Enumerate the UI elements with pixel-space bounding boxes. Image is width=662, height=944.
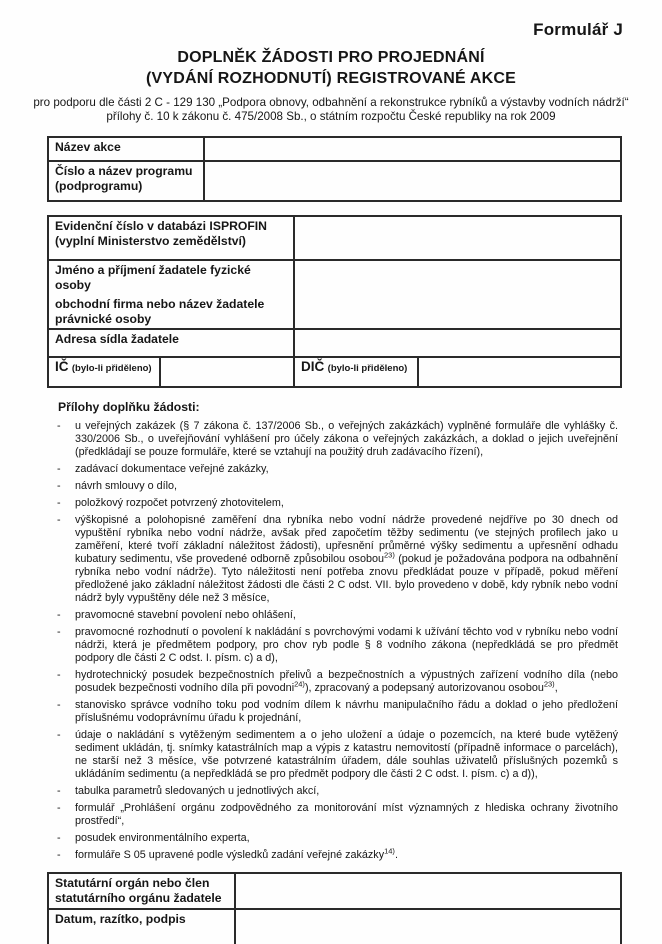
attachment-item-text: položkový rozpočet potvrzený zhotovitelem, bbox=[75, 497, 284, 509]
label-adresa-sidla bbox=[48, 329, 294, 357]
signature-table bbox=[47, 872, 622, 944]
dic-abbr: DIČ bbox=[301, 359, 325, 374]
bullet-dash: - bbox=[57, 832, 61, 844]
attachment-item bbox=[57, 832, 618, 845]
attachment-item bbox=[57, 729, 618, 781]
table-row bbox=[48, 161, 621, 201]
attachment-item bbox=[57, 699, 618, 725]
attachment-item-text: pravomocné stavební povolení nebo ohlášení, bbox=[75, 609, 296, 621]
applicant-table bbox=[47, 215, 622, 388]
attachment-item bbox=[57, 497, 618, 510]
attachment-item bbox=[57, 480, 618, 493]
attachment-item-text: posudek environmentálního experta, bbox=[75, 832, 250, 844]
attachment-item-text: návrh smlouvy o dílo, bbox=[75, 480, 178, 492]
bullet-dash: - bbox=[57, 609, 61, 621]
label-jmeno-zadatele bbox=[48, 260, 294, 329]
label-statutarni-organ: Statutární orgán nebo člen statutárního orgánu žadatele bbox=[48, 873, 235, 909]
attachments-list bbox=[57, 420, 618, 862]
value-statutarni-organ bbox=[235, 873, 621, 909]
bullet-dash: - bbox=[57, 514, 61, 526]
page-title bbox=[0, 47, 662, 89]
attachment-item bbox=[57, 420, 618, 459]
value-evidencni-cislo-isprofin bbox=[294, 216, 621, 260]
page-title-line1: DOPLNĚK ŽÁDOSTI PRO PROJEDNÁNÍ bbox=[177, 49, 485, 66]
page-title-line2: (VYDÁNÍ ROZHODNUTÍ) REGISTROVANÉ AKCE bbox=[145, 70, 517, 87]
table-row bbox=[48, 873, 621, 909]
value-adresa-sidla bbox=[294, 329, 621, 357]
bullet-dash: - bbox=[57, 699, 61, 711]
attachment-item-text: hydrotechnický posudek bezpečnostních přelivů a bezpečnostních a výpustných zařízení vodního díla (nebo posudek bezpečnosti vodního díla při povodni$^{24)}$), zpracovaný a podepsaný autorizovanou osobou$^{23)}$, bbox=[75, 669, 618, 694]
label-line: Evidenční číslo v databázi ISPROFIN bbox=[55, 219, 267, 233]
ic-note: (bylo-li přiděleno) bbox=[71, 363, 152, 374]
table-row bbox=[48, 137, 621, 161]
value-dic bbox=[418, 357, 621, 387]
dic-note: (bylo-li přiděleno) bbox=[327, 363, 408, 374]
bullet-dash: - bbox=[57, 420, 61, 432]
table-row bbox=[48, 357, 621, 387]
attachment-item-text: výškopisné a polohopisné zaměření dna rybníka nebo vodní nádrže provedené nejdříve po 30 dnech od vypuštění rybníka nebo vodní nádrže, avšak před započetím těžby sedimentu (ve stejných profilech jako u zaměření, které tvoří základní náležitost žádosti), upřesnění průměrné výšky sedimentu a upřesnění odhadu kubatury sedimentu, vše provedené odborně způsobilou osobou$^{23)}$ (pokud je požadována podpora na odbahnění rybníka nebo vodní nádrže). Tyto náležitosti není potřeba znovu předkládat pouze v případě, pokud měření předložené jako základní náležitost žádosti dle části 2 C odst. VII. bylo provedeno v době, kdy rybník nebo vodní nádrž byly vypuštěny déle než 3 měsíce, bbox=[75, 514, 618, 604]
label-evidencni-cislo-isprofin bbox=[48, 216, 294, 260]
bullet-dash: - bbox=[57, 729, 61, 741]
value-jmeno-zadatele bbox=[294, 260, 621, 329]
attachments-heading: Přílohy doplňku žádosti: bbox=[58, 400, 200, 414]
form-number-label: Formulář J bbox=[533, 20, 623, 39]
attachment-item bbox=[57, 785, 618, 798]
bullet-dash: - bbox=[57, 849, 61, 861]
label-ic bbox=[48, 357, 160, 387]
attachment-item bbox=[57, 802, 618, 828]
label-nazev-akce: Název akce bbox=[48, 137, 204, 161]
bullet-dash: - bbox=[57, 463, 61, 475]
bullet-dash: - bbox=[57, 669, 61, 681]
attachment-item bbox=[57, 514, 618, 605]
value-ic bbox=[160, 357, 294, 387]
label-line: obchodní firma nebo název žadatele právnické osoby bbox=[55, 297, 265, 326]
label-line: Jméno a příjmení žadatele fyzické osoby bbox=[55, 263, 251, 292]
value-nazev-akce bbox=[204, 137, 621, 161]
attachment-item-text: tabulka parametrů sledovaných u jednotlivých akcí, bbox=[75, 785, 320, 797]
bullet-dash: - bbox=[57, 802, 61, 814]
attachment-item-text: formuláře S 05 upravené podle výsledků zadání veřejné zakázky$^{14)}$. bbox=[75, 846, 398, 861]
attachment-item-text: zadávací dokumentace veřejné zakázky, bbox=[75, 463, 269, 475]
label-dic bbox=[294, 357, 418, 387]
value-datum-razitko-podpis bbox=[235, 909, 621, 944]
bullet-dash: - bbox=[57, 480, 61, 492]
action-table bbox=[47, 136, 622, 202]
value-cislo-nazev-programu bbox=[204, 161, 621, 201]
attachment-item-text: stanovisko správce vodního toku pod vodním dílem k návrhu manipulačního řádu a doklad o jeho předložení příslušnému vodoprávnímu úřadu k projednání, bbox=[75, 699, 618, 724]
bullet-dash: - bbox=[57, 626, 61, 638]
label-line: Adresa sídla žadatele bbox=[55, 332, 179, 346]
page-subtitle: pro podporu dle části 2 C - 129 130 „Podpora obnovy, odbahnění a rekonstrukce rybníků a výstavby vodních nádrží“ přílohy č. 10 k zákonu č. 475/2008 Sb., o státním rozpočtu České republiky na rok 2009 bbox=[33, 96, 629, 123]
attachment-item bbox=[57, 846, 618, 862]
attachment-item bbox=[57, 626, 618, 665]
label-cislo-nazev-programu: Číslo a název programu (podprogramu) bbox=[48, 161, 204, 201]
table-row bbox=[48, 329, 621, 357]
attachment-item bbox=[57, 463, 618, 476]
table-row bbox=[48, 260, 621, 329]
label-datum-razitko-podpis: Datum, razítko, podpis bbox=[48, 909, 235, 944]
attachment-item bbox=[57, 669, 618, 695]
attachment-item-text: u veřejných zakázek (§ 7 zákona č. 137/2006 Sb., o veřejných zakázkách) vyplněné formuláře dle vyhlášky č. 330/2006 Sb., o uveřejňování vyhlášení pro účely zákona o veřejných zakázkách, a doklad o jejich uveřejnění (předkládají se pouze formuláře, které se vztahují na použitý druh zadávacího řízení), bbox=[75, 420, 618, 458]
attachment-item-text: formulář „Prohlášení orgánu zodpovědného za monitorování míst významných z hlediska ochrany životního prostředí“, bbox=[75, 802, 618, 827]
table-row bbox=[48, 909, 621, 944]
label-line: (vyplní Ministerstvo zemědělství) bbox=[55, 233, 246, 248]
attachment-item-text: údaje o nakládání s vytěženým sedimentem a o jeho uložení a údaje o pozemcích, na které bude vytěžený sediment ukládán, tj. snímky katastrálních map a výpis z katastru nemovitostí (případně informace o parcelách), ne starší než 3 měsíce, vše potvrzené katastrálním úřadem, dále souhlas uživatelů příslušných pozemků s ukládáním sedimentu (a nepředkládá se pro předmět podpory dle části 2 C odst. I. písm. c) a d)), bbox=[75, 729, 618, 780]
table-row bbox=[48, 216, 621, 260]
ic-abbr: IČ bbox=[55, 359, 69, 374]
attachment-item-text: pravomocné rozhodnutí o povolení k nakládání s povrchovými vodami k užívání těchto vod v rybníku nebo vodní nádrži, která je předmětem podpory, pro chov ryb podle § 8 vodního zákona (nepředkládá se pro předmět podpory dle části 2 C odst. I. písm. c) a d), bbox=[75, 626, 618, 664]
bullet-dash: - bbox=[57, 785, 61, 797]
bullet-dash: - bbox=[57, 497, 61, 509]
attachment-item bbox=[57, 609, 618, 622]
